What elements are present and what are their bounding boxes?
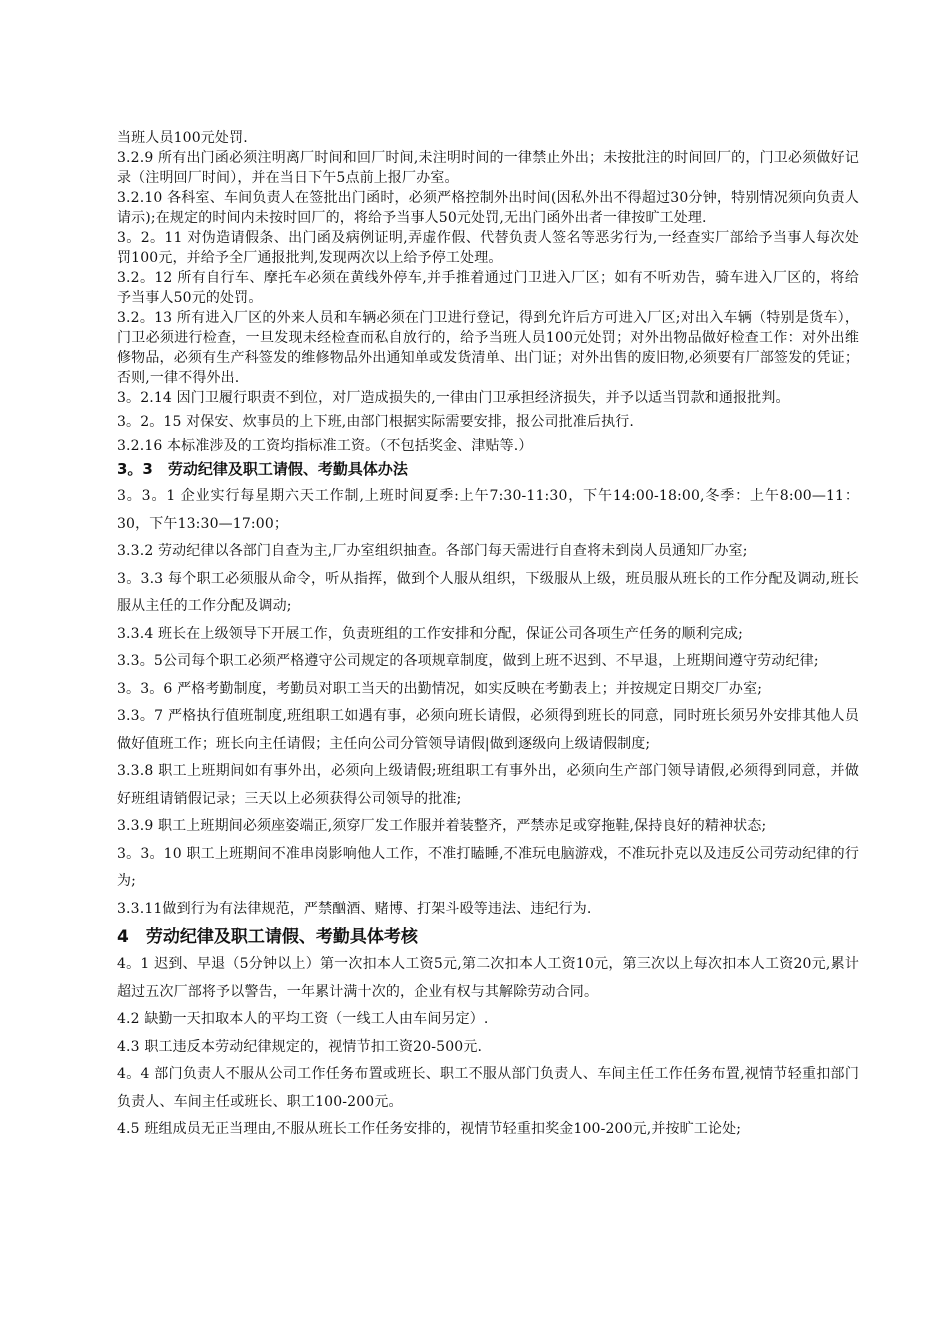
paragraph-3-3-10: 3。3。10 职工上班期间不准串岗影响他人工作，不准打瞌睡,不准玩电脑游戏，不准玩扑克以及违反公司劳动纪律的行为;	[117, 845, 859, 889]
paragraph-3-3-8: 3.3.8 职工上班期间如有事外出，必须向上级请假;班组职工有事外出，必须向生产部门领导请假,必须得到同意，并做好班组请销假记录；三天以上必须获得公司领导的批准;	[117, 763, 859, 807]
paragraph-3-3-2: 3.3.2 劳动纪律以各部门自查为主,厂办室组织抽查。各部门每天需进行自查将未到岗人员通知厂办室;	[117, 543, 748, 559]
paragraph-3-2-14: 3。2.14 因门卫履行职责不到位，对厂造成损失的,一律由门卫承担经济损失，并予以适当罚款和通报批判。	[117, 390, 790, 406]
paragraph-3-2-8-tail: 当班人员100元处罚.	[117, 130, 248, 146]
paragraph-3-2-12: 3.2。12 所有自行车、摩托车必须在黄线外停车,并手推着通过门卫进入厂区；如有不听劝告，骑车进入厂区的，将给予当事人50元的处罚。	[117, 270, 859, 306]
paragraph-3-3-5: 3.3。5公司每个职工必须严格遵守公司规定的各项规章制度，做到上班不迟到、不早退，上班期间遵守劳动纪律;	[117, 653, 819, 669]
paragraph-4-2: 4.2 缺勤一天扣取本人的平均工资（一线工人由车间另定）.	[117, 1011, 489, 1027]
paragraph-3-2-13: 3.2。13 所有进入厂区的外来人员和车辆必须在门卫进行登记，得到允许后方可进入厂区;对出入车辆（特别是货车），门卫必须进行检查，一旦发现未经检查而私自放行的，给予当班人员100元处罚；对外出物品做好检查工作：对外出维修物品，必须有生产科签发的维修物品外出通知单或发货清单、出门证；对外出售的废旧物,必须要有厂部签发的凭证；否则,一律不得外出.	[117, 310, 859, 386]
paragraph-3-3-11: 3.3.11做到行为有法律规范，严禁酗酒、赌博、打架斗殴等违法、违纪行为.	[117, 900, 592, 917]
section-heading-3-3: 3。3 劳动纪律及职工请假、考勤具体办法	[117, 460, 408, 478]
paragraph-3-2-16: 3.2.16 本标准涉及的工资均指标准工资。（不包括奖金、津贴等.）	[117, 438, 533, 454]
paragraph-3-2-15: 3。2。15 对保安、炊事员的上下班,由部门根据实际需要安排，报公司批准后执行.	[117, 414, 634, 430]
paragraph-3-3-6: 3。3。6 严格考勤制度，考勤员对职工当天的出勤情况，如实反映在考勤表上；并按规定日期交厂办室;	[117, 680, 763, 697]
document-body	[117, 128, 859, 1144]
paragraph-3-3-3: 3。3.3 每个职工必须服从命令，听从指挥，做到个人服从组织，下级服从上级，班员服从班长的工作分配及调动,班长服从主任的工作分配及调动;	[117, 570, 859, 614]
paragraph-3-2-11: 3。2。11 对伪造请假条、出门函及病例证明,弄虚作假、代替负责人签名等恶劣行为,一经查实厂部给予当事人每次处罚100元，并给予全厂通报批判,发现两次以上给予停工处理。	[117, 230, 859, 266]
paragraph-3-3-1: 3。3。1 企业实行每星期六天工作制,上班时间夏季:上午7:30-11:30，下午14:00-18:00,冬季：上午8:00—11：30，下午13:30—17:00；	[117, 488, 859, 532]
paragraph-3-3-9: 3.3.9 职工上班期间必须座姿端正,须穿厂发工作服并着装整齐，严禁赤足或穿拖鞋,保持良好的精神状态;	[117, 818, 767, 834]
paragraph-4-4: 4。4 部门负责人不服从公司工作任务布置或班长、职工不服从部门负责人、车间主任工作任务布置,视情节轻重扣部门负责人、车间主任或班长、职工100-200元。	[117, 1066, 859, 1110]
paragraph-4-5: 4.5 班组成员无正当理由,不服从班长工作任务安排的，视情节轻重扣奖金100-200元,并按旷工论处;	[117, 1121, 742, 1137]
paragraph-3-2-10: 3.2.10 各科室、车间负责人在签批出门函时，必须严格控制外出时间(因私外出不得超过30分钟，特别情况须向负责人请示);在规定的时间内未按时回厂的，将给予当事人50元处罚,无出门函外出者一律按旷工处理.	[117, 190, 859, 226]
paragraph-3-2-9: 3.2.9 所有出门函必须注明离厂时间和回厂时间,未注明时间的一律禁止外出；未按批注的时间回厂的，门卫必须做好记录（注明回厂时间），并在当日下午5点前上报厂办室。	[117, 150, 859, 186]
paragraph-3-3-4: 3.3.4 班长在上级领导下开展工作，负责班组的工作安排和分配，保证公司各项生产任务的顺利完成;	[117, 625, 743, 642]
paragraph-4-3: 4.3 职工违反本劳动纪律规定的，视情节扣工资20-500元.	[117, 1038, 483, 1055]
paragraph-4-1: 4。1 迟到、早退（5分钟以上）第一次扣本人工资5元,第二次扣本人工资10元，第三次以上每次扣本人工资20元,累计超过五次厂部将予以警告，一年累计满十次的，企业有权与其解除劳动合同。	[117, 956, 859, 1000]
paragraph-3-3-7: 3.3。7 严格执行值班制度,班组职工如遇有事，必须向班长请假，必须得到班长的同意，同时班长须另外安排其他人员做好值班工作；班长向主任请假；主任向公司分管领导请假|做到逐级向上级请假制度;	[117, 708, 859, 752]
section-heading-4: 4 劳动纪律及职工请假、考勤具体考核	[117, 927, 418, 947]
